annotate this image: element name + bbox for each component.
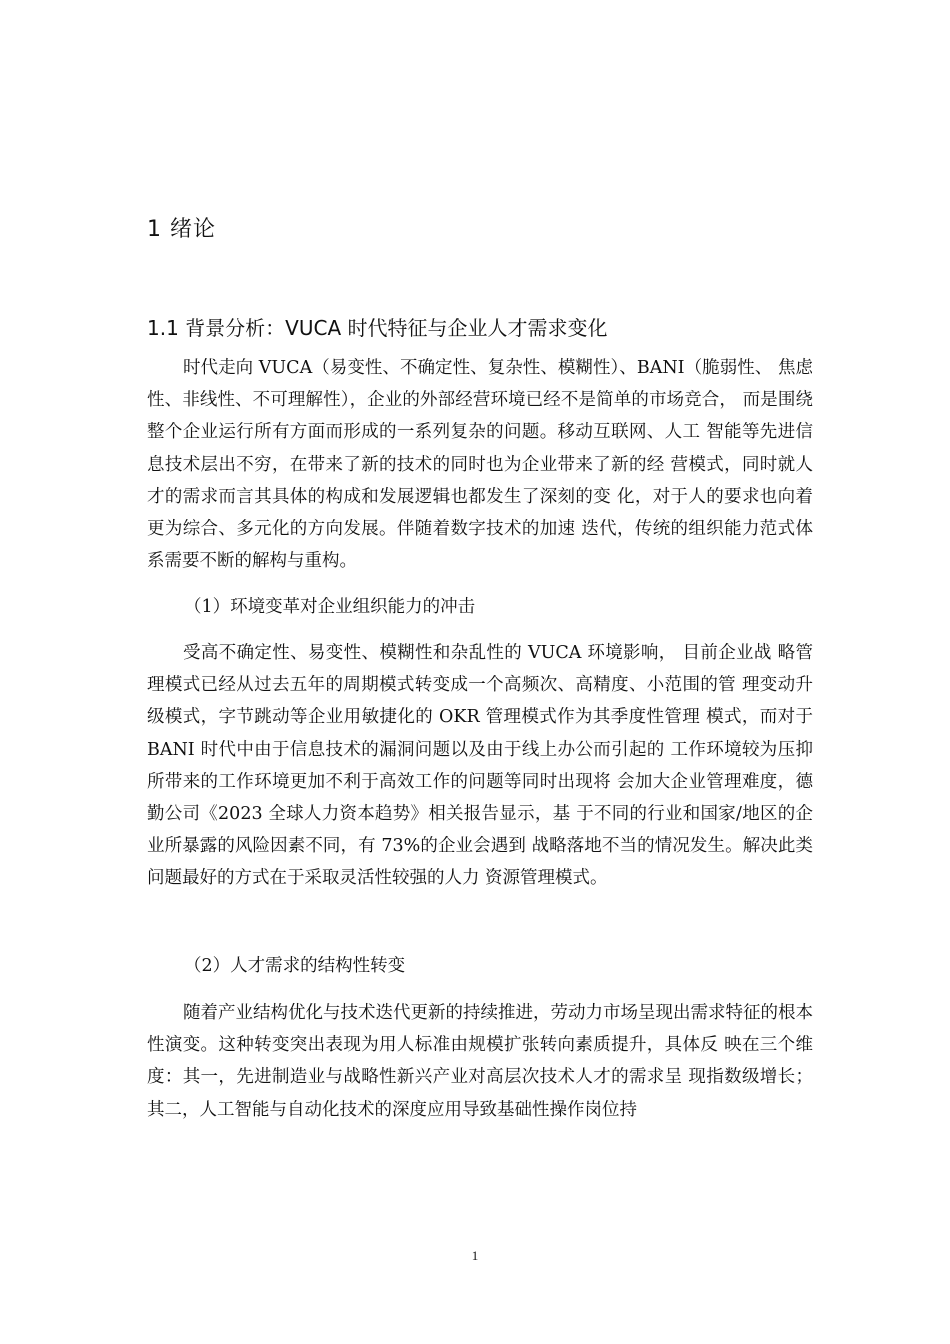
paragraph-background: 时代走向 VUCA（易变性、不确定性、复杂性、模糊性）、BANI（脆弱性、 焦虑性、非线性、不可理解性），企业的外部经营环境已经不是简单的市场竞合， 而是围绕整个企业运行所有方面而形成的一系列复杂的问题。移动互联网、人工 智能等先进信息技术层出不穷，在带来了新的技术的同时也为企业带来了新的经 营模式，同时就人才的需求而言其具体的构成和发展逻辑也都发生了深刻的变 化，对于人的要求也向着更为综合、多元化的方向发展。伴随着数字技术的加速 迭代，传统的组织能力范式体系需要不断的解构与重构。 [147,358,813,572]
paragraph-environment-impact: 受高不确定性、易变性、模糊性和杂乱性的 VUCA 环境影响， 目前企业战 略管理模式已经从过去五年的周期模式转变成一个高频次、高精度、小范围的管 理变动升级模式，字节跳动等企业用敏捷化的 OKR 管理模式作为其季度性管理 模式，而对于 BANI 时代中由于信息技术的漏洞问题以及由于线上办公而引起的 工作环境较为压抑所带来的工作环境更加不利于高效工作的问题等同时出现将 会加大企业管理难度，德勤公司《2023 全球人力资本趋势》相关报告显示，基 于不同的行业和国家/地区的企业所暴露的风险因素不同，有 73%的企业会遇到 战略落地不当的情况发生。解决此类问题最好的方式在于采取灵活性较强的人力 资源管理模式。 [147,643,813,889]
section-title: 1.1 背景分析：VUCA 时代特征与企业人才需求变化 [147,316,608,340]
page-number: 1 [471,1248,479,1263]
subheading-environment-change: （1）环境变革对企业组织能力的冲击 [184,597,476,617]
subheading-talent-demand: （2）人才需求的结构性转变 [184,956,406,976]
paragraph-talent-demand: 随着产业结构优化与技术迭代更新的持续推进，劳动力市场呈现出需求特征的根本性演变。这种转变突出表现为用人标准由规模扩张转向素质提升，具体反 映在三个维度：其一，先进制造业与战略性新兴产业对高层次技术人才的需求呈 现指数级增长；其二，人工智能与自动化技术的深度应用导致基础性操作岗位持 [147,1003,813,1120]
chapter-title: 1 绪论 [147,217,216,242]
